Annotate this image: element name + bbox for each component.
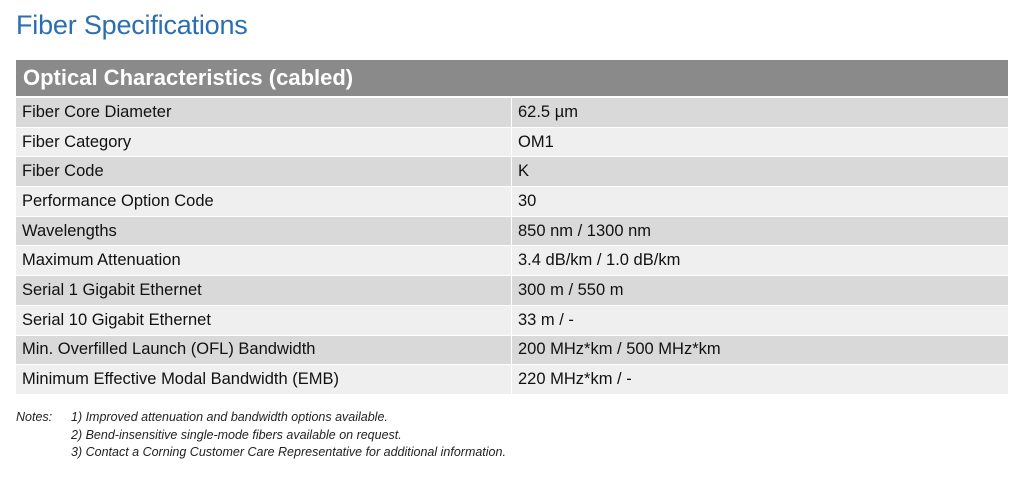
table-row bbox=[16, 128, 1008, 158]
row-value: 300 m / 550 m bbox=[518, 280, 624, 299]
notes bbox=[16, 409, 506, 462]
row-label: Fiber Code bbox=[16, 157, 512, 186]
row-value: OM1 bbox=[518, 132, 554, 151]
note-item: 2) Bend-insensitive single-mode fibers available on request. bbox=[71, 427, 402, 442]
notes-label: Notes: bbox=[16, 410, 53, 424]
table-row bbox=[16, 98, 1008, 128]
table-row bbox=[16, 365, 1008, 395]
row-value: 220 MHz*km / - bbox=[518, 370, 632, 389]
row-label: Fiber Category bbox=[16, 128, 512, 157]
row-value: 3.4 dB/km / 1.0 dB/km bbox=[518, 251, 681, 270]
row-label: Serial 10 Gigabit Ethernet bbox=[16, 306, 512, 335]
row-value: 200 MHz*km / 500 MHz*km bbox=[518, 340, 721, 359]
note-item: 1) Improved attenuation and bandwidth options available. bbox=[71, 410, 388, 424]
row-label: Maximum Attenuation bbox=[16, 246, 512, 275]
table-row bbox=[16, 246, 1008, 276]
row-label: Wavelengths bbox=[16, 217, 512, 246]
row-value: K bbox=[518, 162, 530, 181]
table-row bbox=[16, 306, 1008, 336]
table-header: Optical Characteristics (cabled) bbox=[16, 60, 1008, 98]
row-label: Serial 1 Gigabit Ethernet bbox=[16, 276, 512, 305]
spec-table bbox=[16, 60, 1008, 395]
row-label: Fiber Core Diameter bbox=[16, 98, 512, 127]
row-value: 62.5 µm bbox=[518, 102, 578, 121]
table-row bbox=[16, 336, 1008, 366]
note-item: 3) Contact a Corning Customer Care Representative for additional information. bbox=[71, 445, 506, 459]
table-row bbox=[16, 276, 1008, 306]
row-value: 33 m / - bbox=[518, 310, 574, 329]
table-row bbox=[16, 217, 1008, 247]
table-row bbox=[16, 187, 1008, 217]
row-label: Min. Overfilled Launch (OFL) Bandwidth bbox=[16, 336, 512, 365]
row-label: Minimum Effective Modal Bandwidth (EMB) bbox=[16, 365, 512, 394]
page-title: Fiber Specifications bbox=[16, 10, 248, 40]
row-value: 30 bbox=[518, 191, 537, 210]
row-label: Performance Option Code bbox=[16, 187, 512, 216]
table-row bbox=[16, 157, 1008, 187]
row-value: 850 nm / 1300 nm bbox=[518, 221, 651, 240]
